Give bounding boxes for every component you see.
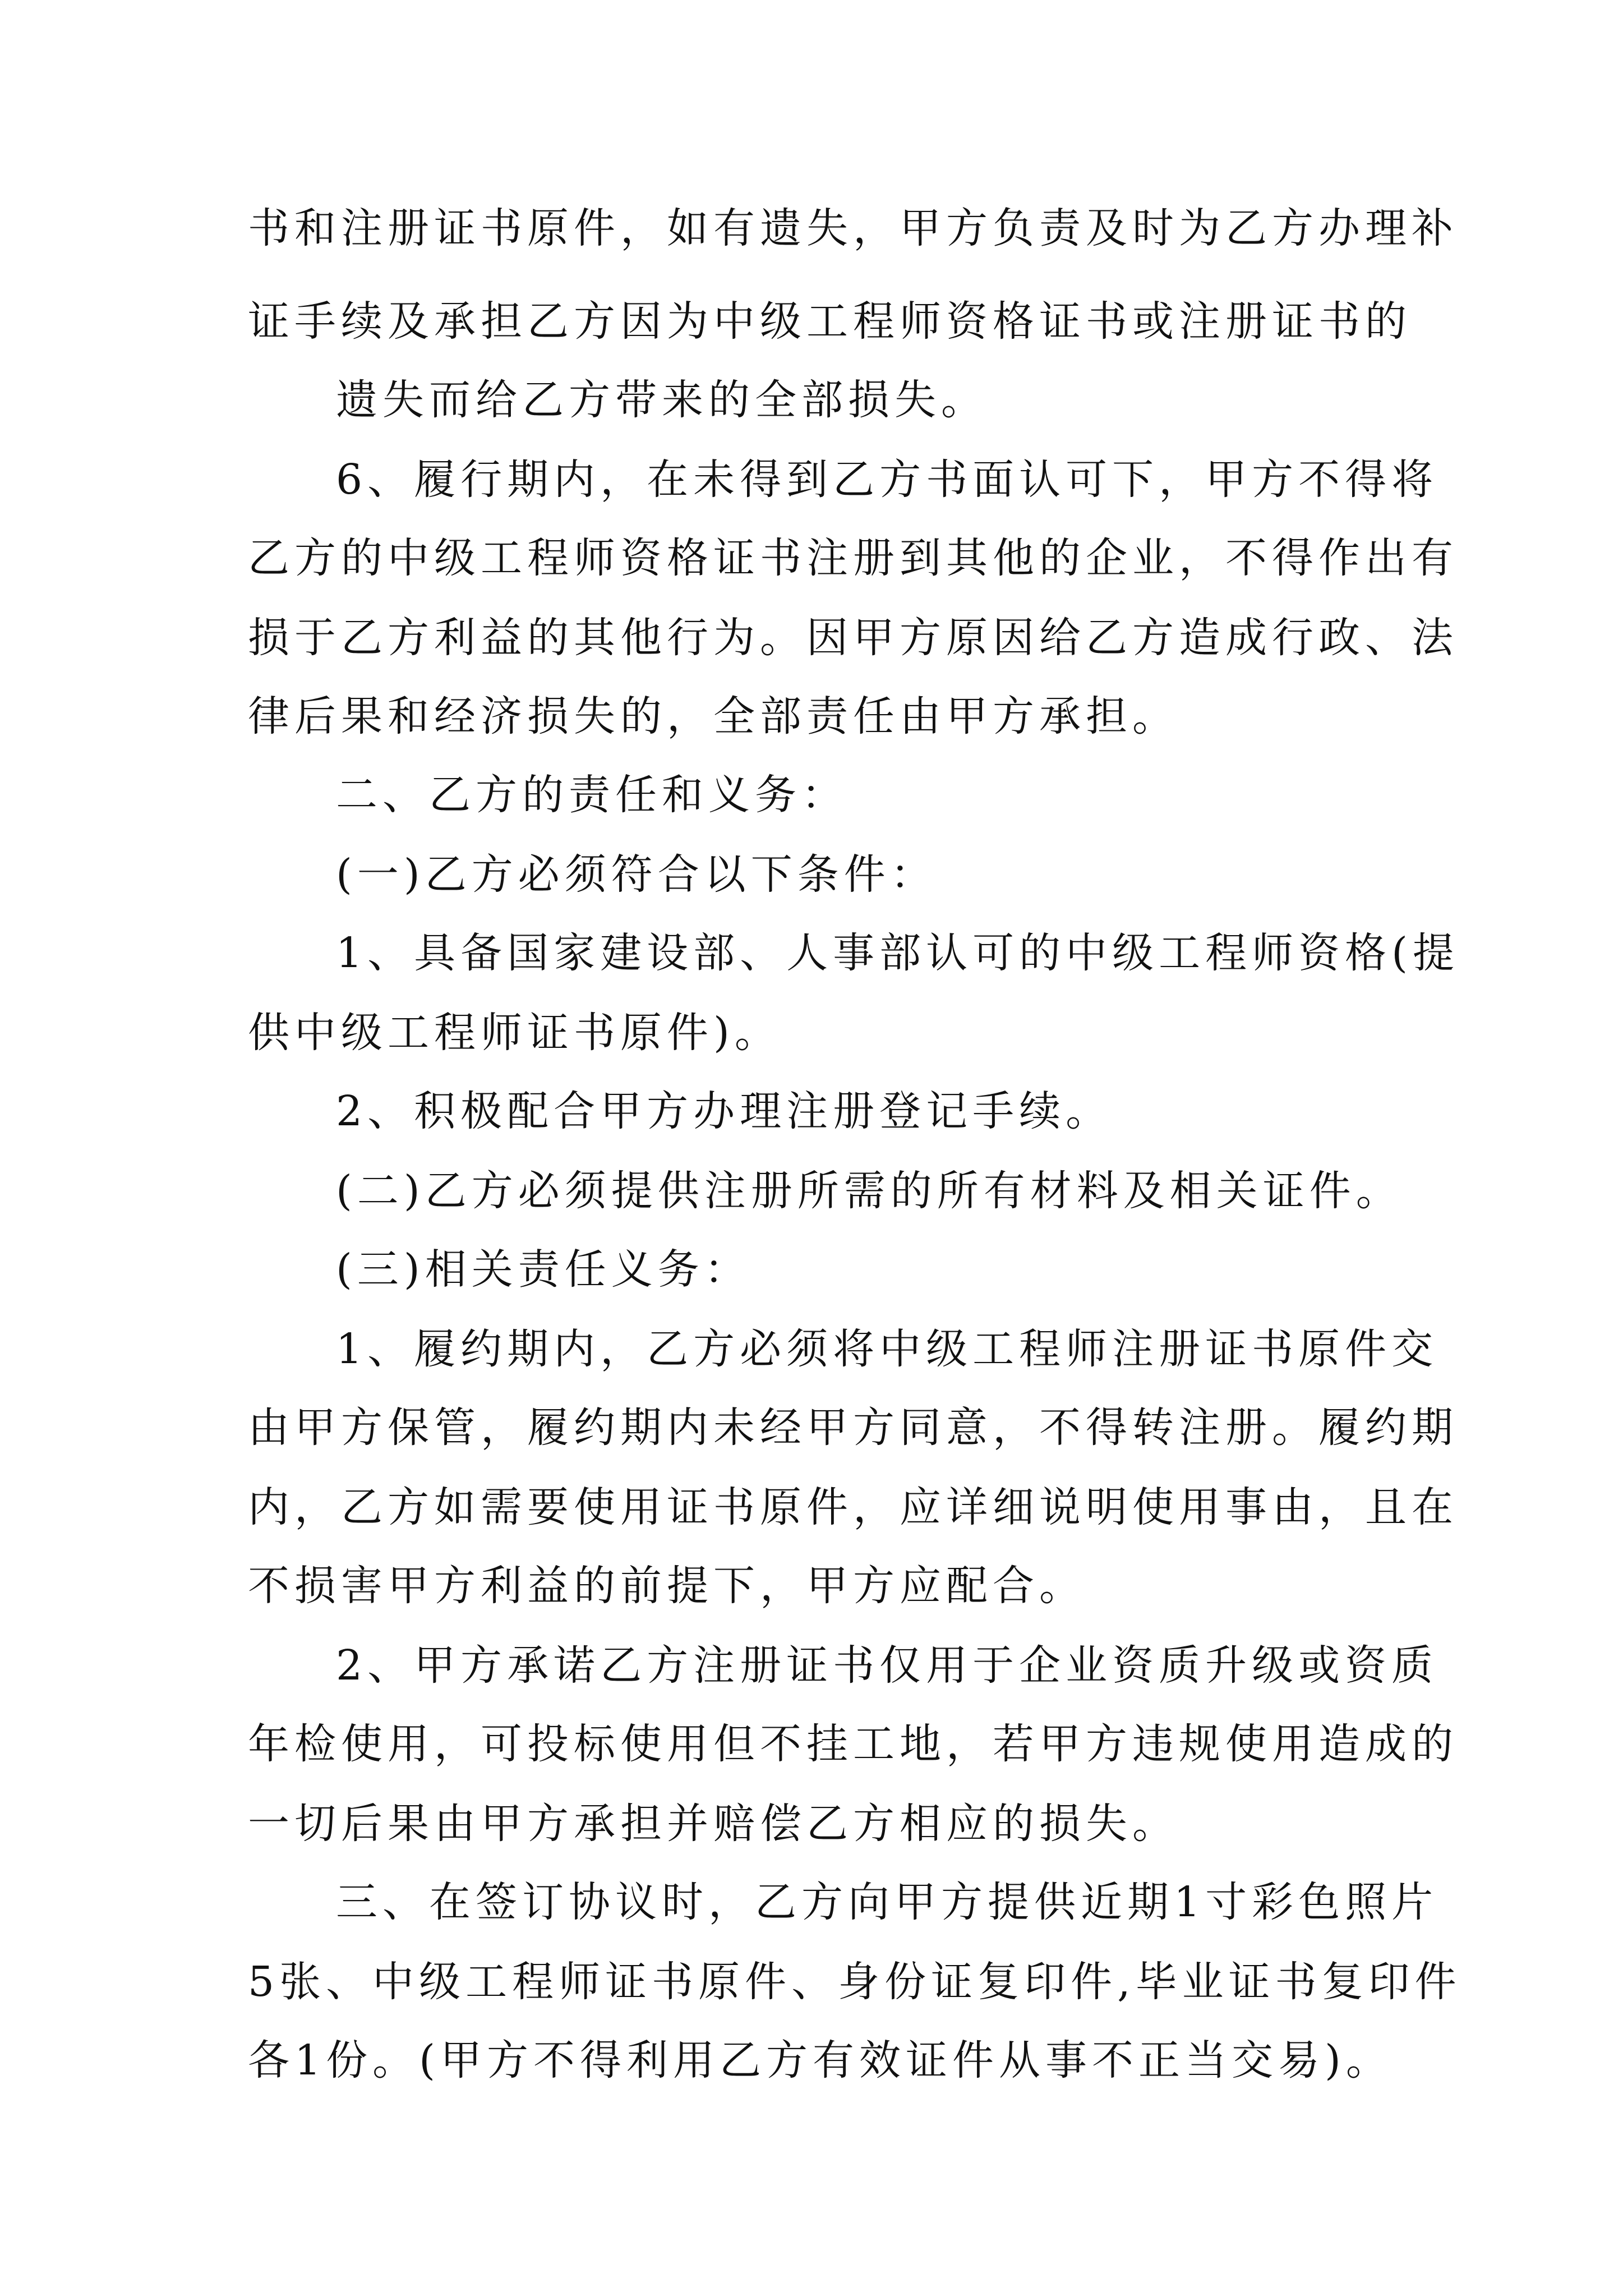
text-line: 内，乙方如需要使用证书原件，应详细说明使用事由，且在: [248, 1483, 1458, 1531]
text-line: 6、履行期内，在未得到乙方书面认可下，甲方不得将: [336, 455, 1438, 504]
text-line: 1、具备国家建设部、人事部认可的中级工程师资格(提: [336, 929, 1459, 977]
text-line: 2、积极配合甲方办理注册登记手续。: [336, 1087, 1113, 1135]
text-line: 5张、中级工程师证书原件、身份证复印件,毕业证书复印件: [248, 1958, 1461, 2006]
text-line: 供中级工程师证书原件)。: [248, 1009, 781, 1057]
text-line: (三)相关责任义务：: [336, 1245, 751, 1294]
text-line: 书和注册证书原件，如有遗失，甲方负责及时为乙方办理补: [248, 204, 1458, 252]
text-line: 遗失而给乙方带来的全部损失。: [336, 376, 988, 424]
text-line: 二、乙方的责任和义务：: [336, 771, 848, 819]
text-line: 1、履约期内，乙方必须将中级工程师注册证书原件交: [336, 1325, 1438, 1373]
text-line: 证手续及承担乙方因为中级工程师资格证书或注册证书的: [248, 297, 1412, 346]
text-line: 各1份。(甲方不得利用乙方有效证件从事不正当交易)。: [248, 2036, 1393, 2085]
text-line: 2、甲方承诺乙方注册证书仅用于企业资质升级或资质: [336, 1641, 1438, 1690]
text-line: 不损害甲方利益的前提下，甲方应配合。: [248, 1562, 1086, 1610]
text-line: 乙方的中级工程师资格证书注册到其他的企业，不得作出有: [248, 534, 1458, 582]
text-line: 一切后果由甲方承担并赔偿乙方相应的损失。: [248, 1800, 1179, 1848]
text-line: 年检使用，可投标使用但不挂工地，若甲方违规使用造成的: [248, 1720, 1458, 1768]
text-line: 损于乙方利益的其他行为。因甲方原因给乙方造成行政、法: [248, 614, 1458, 662]
text-line: (一)乙方必须符合以下条件：: [336, 850, 937, 899]
text-line: 律后果和经济损失的，全部责任由甲方承担。: [248, 692, 1179, 740]
text-line: (二)乙方必须提供注册所需的所有材料及相关证件。: [336, 1167, 1403, 1215]
text-line: 三、在签订协议时，乙方向甲方提供近期1寸彩色照片: [336, 1878, 1438, 1926]
text-line: 由甲方保管，履约期内未经甲方同意，不得转注册。履约期: [248, 1404, 1458, 1452]
